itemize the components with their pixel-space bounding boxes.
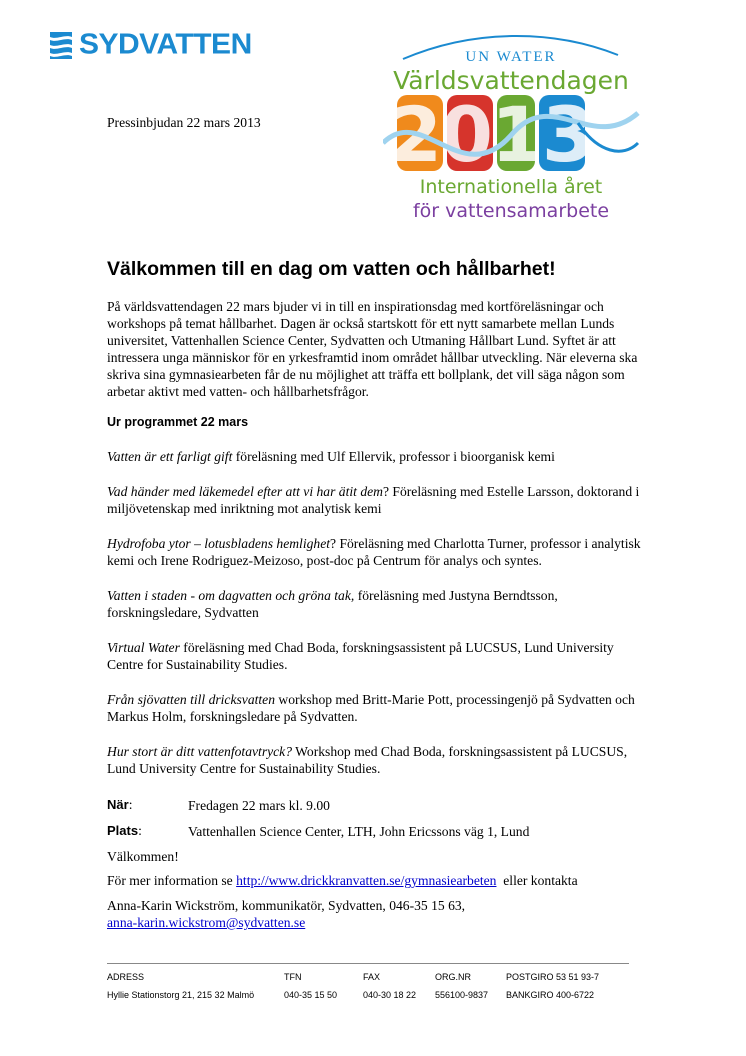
campaign-line2: Internationella året [419, 176, 603, 198]
year-text: 2013 [389, 90, 593, 179]
program-item [107, 743, 647, 777]
more-info-line [107, 872, 578, 889]
program-item [107, 535, 652, 569]
footer-header-postgiro: POSTGIRO 53 51 93-7 [506, 972, 600, 982]
sydvatten-logo [47, 28, 252, 62]
un-water-text: UN WATER [465, 49, 557, 65]
page-title: Välkommen till en dag om vatten och hållbarhet! [107, 258, 556, 280]
program-item [107, 448, 647, 465]
program-item [107, 587, 647, 621]
program-item-title: Vatten är ett farligt gift [107, 449, 233, 464]
contact-line: Anna-Karin Wickström, kommunikatör, Sydvatten, 046-35 15 63, [107, 898, 466, 913]
campaign-line3: för vattensamarbete [412, 200, 610, 222]
footer-header-orgnr: ORG.NR [435, 972, 471, 982]
program-item [107, 483, 647, 517]
footer-orgnr: 556100-9837 [435, 990, 489, 1000]
footer-header-address: ADRESS [107, 972, 145, 982]
contact-email-row [107, 914, 305, 931]
program-item-desc: ? Föreläsning med Charlotta Turner, professor i analytisk kemi och Irene Rodriguez-Meizoso, post-doc på Centrum för analys och syntes. [107, 536, 641, 568]
program-item-title: Vad händer med läkemedel efter att vi har ätit dem [107, 484, 383, 499]
program-item-title: Från sjövatten till dricksvatten [107, 692, 276, 707]
footer-fax: 040-30 18 22 [363, 990, 417, 1000]
program-item-desc: ? Föreläsning med Estelle Larsson, doktorand i miljövetenskap med inriktning mot analytisk kemi [107, 484, 640, 516]
more-info-suffix: eller kontakta [496, 873, 578, 888]
place-row: Plats: [107, 823, 142, 838]
when-row: När: [107, 797, 133, 812]
program-item-title: Vatten i staden - om dagvatten och gröna tak, [107, 588, 355, 603]
program-item-desc: föreläsning med Chad Boda, forskningsassistent på LUCSUS, Lund University Centre for Sustainability Studies. [107, 640, 614, 672]
footer-bankgiro: BANKGIRO 400-6722 [506, 990, 595, 1000]
program-item-desc: workshop med Britt-Marie Pott, processingenjö på Sydvatten och Markus Holm, forskningsledare på Sydvatten. [107, 692, 635, 724]
welcome-text: Välkommen! [107, 849, 179, 864]
when-value: Fredagen 22 mars kl. 9.00 [188, 798, 330, 813]
campaign-line1: Världsvattendagen [393, 66, 629, 95]
footer-phone: 040-35 15 50 [284, 990, 338, 1000]
footer-header-phone: TFN [284, 972, 302, 982]
footer-divider [107, 963, 629, 964]
contact-email-link[interactable]: anna-karin.wickstrom@sydvatten.se [107, 915, 306, 930]
program-item [107, 639, 647, 673]
program-item-title: Virtual Water [107, 640, 180, 655]
water-waves-icon [47, 29, 75, 61]
program-item-desc: Workshop med Chad Boda, forskningsassistent på LUCSUS, Lund University Centre for Sustainability Studies. [107, 744, 628, 776]
place-label: Plats [107, 823, 139, 838]
gymnasiearbeten-link[interactable]: http://www.drickkranvatten.se/gymnasiearbeten [236, 873, 497, 888]
program-item [107, 691, 647, 725]
program-item-desc: föreläsning med Ulf Ellervik, professor i bioorganisk kemi [232, 449, 555, 464]
program-heading: Ur programmet 22 mars [107, 415, 249, 429]
year-graphic [383, 90, 638, 179]
footer-header-fax: FAX [363, 972, 381, 982]
more-info-prefix: För mer information se [107, 873, 237, 888]
program-item-title: Hur stort är ditt vattenfotavtryck? [107, 744, 293, 759]
intro-paragraph: På världsvattendagen 22 mars bjuder vi in till en inspirationsdag med kortföreläsningar och workshops på temat hållbarhet. Dagen är också startskott för ett nytt samarbete mellan Lunds universitet, Vattenhallen Science Center, Sydvatten och Utmaning Hållbart Lund. Syftet är att intressera unga människor för en yrkesframtid inom området hållbar utveckling. När eleverna ska skriva sina gymnasiearbeten får de nu möjlighet att träffa ett bollplank, det vill säga någon som arbetar aktivt med vatten- och hållbarhetsfrågor. [107, 299, 638, 399]
place-value: Vattenhallen Science Center, LTH, John Ericssons väg 1, Lund [188, 824, 530, 839]
footer-address: Hyllie Stationstorg 21, 215 32 Malmö [107, 990, 255, 1000]
when-label: När [107, 797, 129, 812]
logo-wordmark: SYDVATTEN [79, 28, 252, 61]
program-item-desc: föreläsning med Justyna Berndtsson, forskningsledare, Sydvatten [107, 588, 558, 620]
world-water-day-logo [383, 33, 641, 228]
program-item-title: Hydrofoba ytor – lotusbladens hemlighet [107, 536, 331, 551]
press-date-line: Pressinbjudan 22 mars 2013 [107, 115, 261, 130]
